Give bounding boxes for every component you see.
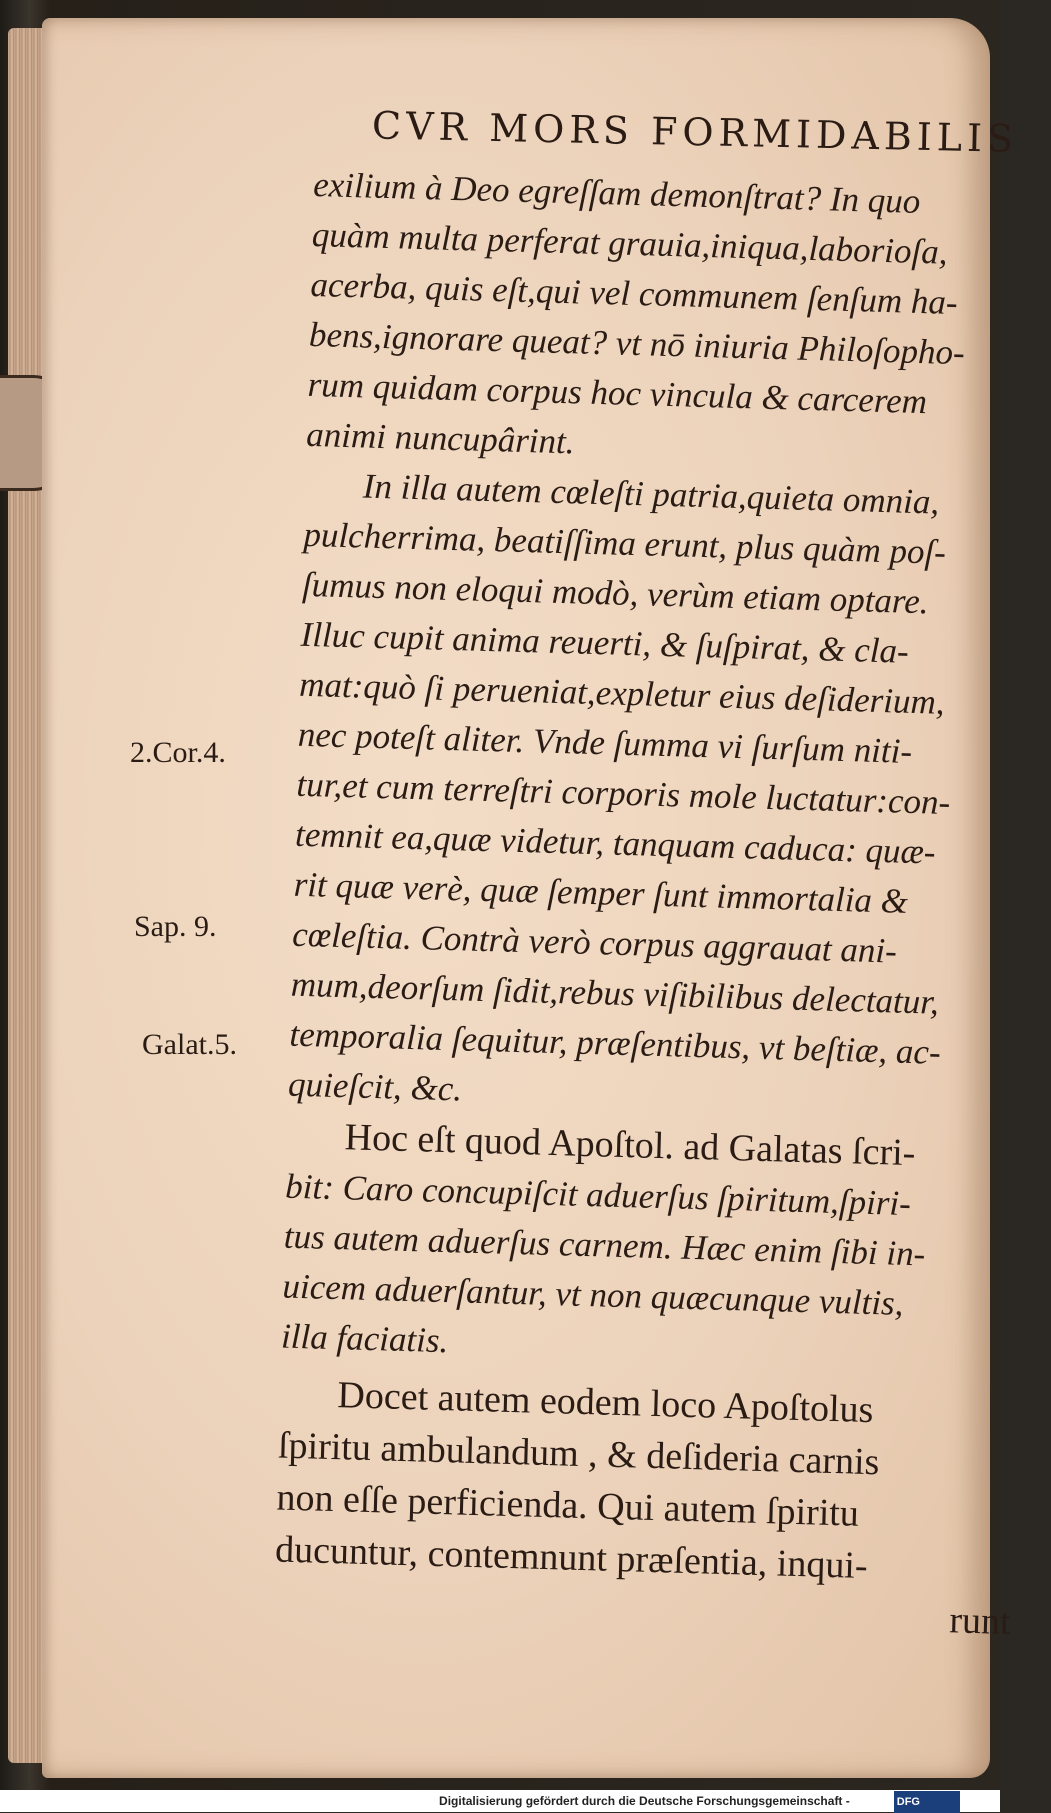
text-line: illa faciatis.: [280, 1316, 449, 1361]
text-line: bit: Caro concupiſcit aduerſus ſpiritum,ſpiri-: [284, 1166, 912, 1224]
margin-note-sap-9: Sap. 9.: [134, 910, 217, 943]
running-title: CVR MORS FORMIDABILIS: [371, 103, 1019, 161]
text-line: exilium à Deo egreſſam demonſtrat? In quo: [312, 164, 921, 221]
text-line: rum quidam corpus hoc vincula & carcerem: [307, 364, 928, 422]
text-line: mum,deorſum ſidit,rebus viſibilibus delectatur,: [290, 964, 940, 1022]
margin-note-galat-5: Galat.5.: [142, 1028, 237, 1061]
text-line: quàm multa perferat grauia,iniqua,laborioſa,: [311, 214, 949, 272]
margin-note-2-cor-4: 2.Cor.4.: [130, 736, 226, 769]
text-line: rit quæ verè, quæ ſemper ſunt immortalia &: [293, 864, 909, 921]
text-line: bens,ignorare queat? vt nō iniuria Philoſopho-: [308, 314, 966, 373]
text-line: acerba, quis eſt,qui vel communem ſenſum ha-: [309, 264, 959, 323]
text-line: In illa autem cœleſti patria,quieta omnia,: [362, 466, 940, 522]
book-page: [42, 18, 1019, 1778]
credit-text: Digitalisierung gefördert durch die Deutsche Forschungsgemeinschaft -: [439, 1794, 850, 1808]
text-line: tus autem aduerſus carnem. Hæc enim ſibi in-: [283, 1216, 926, 1274]
text-line: temnit ea,quæ videtur, tanquam caduca: quæ-: [294, 814, 937, 872]
digitization-credit: [0, 1790, 1000, 1812]
catchword: runt: [948, 1599, 1012, 1644]
text-line: ducuntur, contemnunt præſentia, inqui-: [274, 1528, 869, 1587]
text-line: ſpiritu ambulandum , & deſideria carnis: [277, 1424, 880, 1484]
text-line: nec poteſt aliter. Vnde ſumma vi ſurſum niti-: [297, 714, 913, 771]
text-line: uicem aduerſantur, vt non quæcunque vultis,: [282, 1266, 905, 1323]
text-line: non eſſe perficienda. Qui autem ſpiritu: [276, 1476, 860, 1535]
text-line: mat:quò ſi perueniat,expletur eius deſiderium,: [298, 664, 946, 722]
dfg-logo: DFG: [894, 1791, 960, 1813]
text-line: pulcherrima, beatiſſima erunt, plus quàm poſ-: [302, 514, 947, 572]
text-line: animi nuncupârint.: [305, 414, 576, 462]
body-text: [273, 160, 1034, 1648]
text-line: Docet autem eodem loco Apoſtolus: [336, 1374, 875, 1432]
text-line: quieſcit, &c.: [287, 1064, 463, 1109]
text-line: Hoc eſt quod Apoſtol. ad Galatas ſcri-: [344, 1116, 917, 1175]
text-line: ſumus non eloqui modò, verùm etiam optare.: [301, 564, 930, 622]
text-line: temporalia ſequitur, præſentibus, vt beſtiæ, ac-: [289, 1014, 942, 1072]
text-line: cœleſtia. Contrà verò corpus aggrauat ani-: [291, 914, 898, 971]
text-line: Illuc cupit anima reuerti, & ſuſpirat, & cla-: [300, 614, 910, 671]
text-line: tur,et cum terreſtri corporis mole luctatur:con-: [296, 764, 951, 823]
